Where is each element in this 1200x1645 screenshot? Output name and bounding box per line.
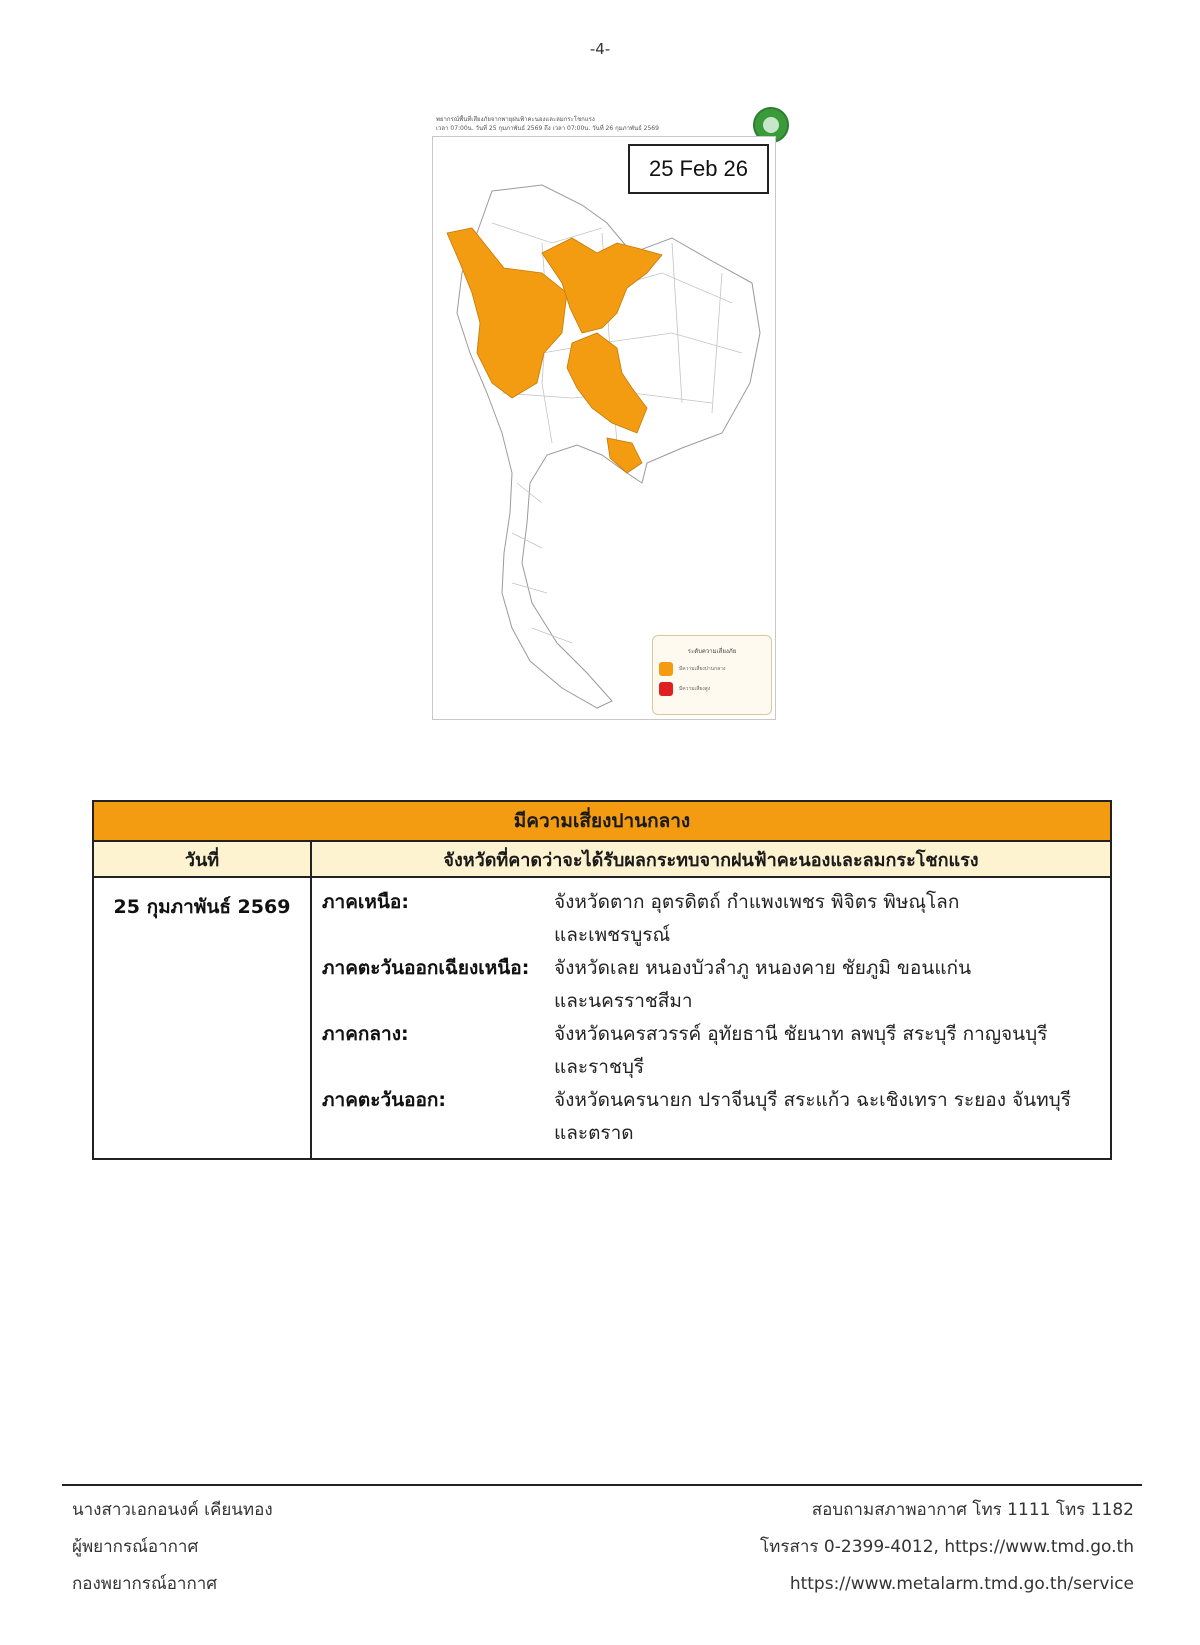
region-provinces	[554, 1084, 1100, 1150]
region-provinces-line: และเพชรบูรณ์	[554, 924, 671, 946]
legend-item-high	[659, 682, 771, 696]
region-provinces-line: จังหวัดนครนายก ปราจีนบุรี สระแก้ว ฉะเชิงเทรา ระยอง จันทบุรี	[554, 1089, 1071, 1111]
forecaster-name: นางสาวเอกอนงค์ เคียนทอง	[72, 1500, 273, 1520]
footer-contact	[760, 1492, 1134, 1603]
map-legend	[652, 635, 772, 715]
map-date-label: 25 Feb 26	[628, 144, 769, 194]
region-provinces-line: และราชบุรี	[554, 1056, 645, 1078]
region-provinces-line: จังหวัดนครสวรรค์ อุทัยธานี ชัยนาท ลพบุรี สระบุรี กาญจนบุรี	[554, 1023, 1048, 1045]
map-caption-period: เวลา 07:00น. วันที่ 25 กุมภาพันธ์ 2569 ถึง เวลา 07:00น. วันที่ 26 กุมภาพันธ์ 2569	[436, 125, 659, 132]
contact-service-link[interactable]: https://www.metalarm.tmd.go.th/service	[789, 1574, 1134, 1594]
map-caption	[436, 115, 726, 133]
risk-table	[92, 800, 1112, 1160]
risk-table-title: มีความเสี่ยงปานกลาง	[93, 801, 1111, 841]
region-central	[322, 1018, 1100, 1084]
region-label: ภาคกลาง:	[322, 1023, 409, 1045]
forecaster-title: ผู้พยากรณ์อากาศ	[72, 1537, 199, 1557]
column-header-provinces: จังหวัดที่คาดว่าจะได้รับผลกระทบจากฝนฟ้าคะนองและลมกระโชกแรง	[311, 841, 1111, 877]
legend-swatch-moderate	[659, 662, 673, 676]
legend-title: ระดับความเสี่ยงภัย	[687, 648, 737, 655]
forecast-date: 25 กุมภาพันธ์ 2569	[93, 877, 311, 1159]
region-label: ภาคเหนือ:	[322, 891, 409, 913]
region-east	[322, 1084, 1100, 1150]
column-header-date: วันที่	[93, 841, 311, 877]
region-provinces-line: จังหวัดตาก อุตรดิตถ์ กำแพงเพชร พิจิตร พิษณุโลก	[554, 891, 960, 913]
risk-map	[432, 103, 782, 719]
region-provinces-line: และตราด	[554, 1122, 634, 1144]
legend-item-moderate	[659, 662, 771, 676]
region-provinces	[554, 886, 1100, 952]
region-label: ภาคตะวันออกเฉียงเหนือ:	[322, 957, 530, 979]
region-north	[322, 886, 1100, 952]
region-northeast	[322, 952, 1100, 1018]
page-number: -4-	[589, 40, 611, 58]
provinces-cell	[311, 877, 1111, 1159]
region-provinces-line: จังหวัดเลย หนองบัวลำภู หนองคาย ชัยภูมิ ขอนแก่น	[554, 957, 972, 979]
region-provinces-line: และนครราชสีมา	[554, 990, 693, 1012]
forecaster-division: กองพยากรณ์อากาศ	[72, 1574, 218, 1594]
contact-fax-website[interactable]: โทรสาร 0-2399-4012, https://www.tmd.go.th	[760, 1537, 1134, 1557]
region-provinces	[554, 952, 1100, 1018]
legend-label-moderate: มีความเสี่ยงปานกลาง	[679, 666, 726, 672]
footer-signature	[72, 1492, 273, 1603]
footer-divider	[62, 1484, 1142, 1486]
legend-swatch-high	[659, 682, 673, 696]
region-label: ภาคตะวันออก:	[322, 1089, 447, 1111]
contact-phone: สอบถามสภาพอากาศ โทร 1111 โทร 1182	[811, 1500, 1134, 1520]
map-caption-title: พยากรณ์พื้นที่เสี่ยงภัยจากพายุฝนฟ้าคะนองและลมกระโชกแรง	[436, 116, 595, 123]
legend-label-high: มีความเสี่ยงสูง	[679, 686, 711, 692]
region-provinces	[554, 1018, 1100, 1084]
